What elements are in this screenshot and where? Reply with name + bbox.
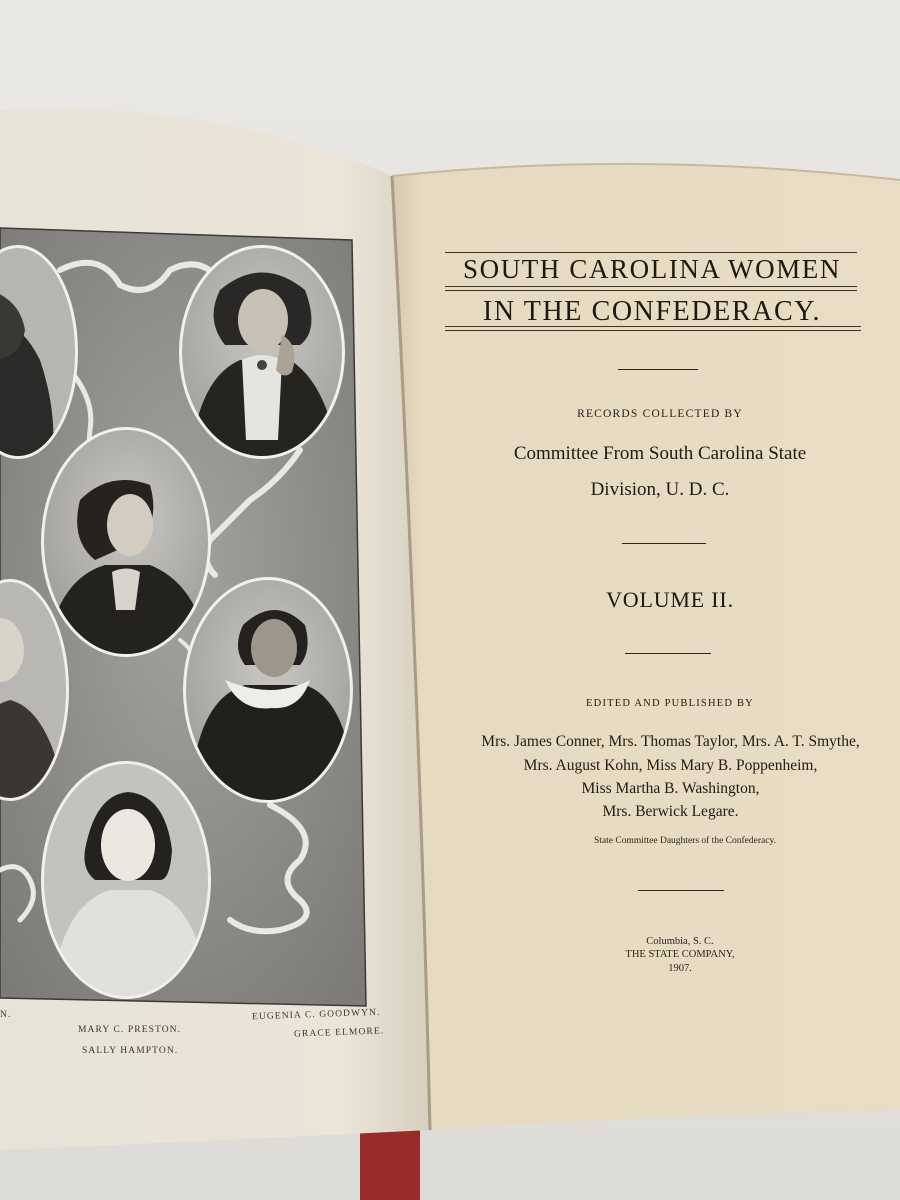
title-rule-bottom [445, 326, 861, 331]
caption-mary-preston: MARY C. PRESTON. [78, 1025, 182, 1035]
title-rule-top [445, 252, 857, 253]
book-cover-edge [360, 1130, 420, 1200]
committee-line-1: Committee From South Carolina State [513, 443, 807, 464]
imprint-year: 1907. [668, 963, 692, 974]
committee-line-2: Division, U. D. C. [590, 479, 730, 500]
title-rule-mid [445, 286, 857, 291]
short-rule-2 [622, 543, 706, 544]
records-collected-label: RECORDS COLLECTED BY [577, 408, 743, 420]
editors-line-2: Mrs. August Kohn, Miss Mary B. Poppenheim, [523, 757, 818, 774]
caption-eugenia-goodwyn: EUGENIA C. GOODWYN. [251, 1007, 381, 1023]
title-line-2: IN THE CONFEDERACY. [482, 296, 822, 327]
caption-grace-elmore: GRACE ELMORE. [293, 1026, 385, 1040]
volume-label: VOLUME II. [606, 587, 734, 612]
short-rule-4 [638, 890, 724, 891]
caption-cut: N. [0, 1010, 12, 1020]
editors-line-1: Mrs. James Conner, Mrs. Thomas Taylor, Mrs. A. T. Smythe, [481, 733, 860, 750]
caption-sally-hampton: SALLY HAMPTON. [82, 1046, 179, 1056]
editors-line-4: Mrs. Berwick Legare. [602, 803, 739, 820]
imprint-publisher: THE STATE COMPANY, [625, 949, 735, 960]
frontispiece-plate [0, 228, 366, 1006]
short-rule-1 [618, 369, 698, 370]
title-line-1: SOUTH CAROLINA WOMEN [462, 254, 841, 284]
editors-line-3: Miss Martha B. Washington, [581, 780, 760, 797]
imprint-city: Columbia, S. C. [646, 936, 714, 947]
committee-note: State Committee Daughters of the Confederacy. [594, 836, 776, 846]
edited-label: EDITED AND PUBLISHED BY [586, 698, 754, 709]
short-rule-3 [625, 653, 711, 654]
